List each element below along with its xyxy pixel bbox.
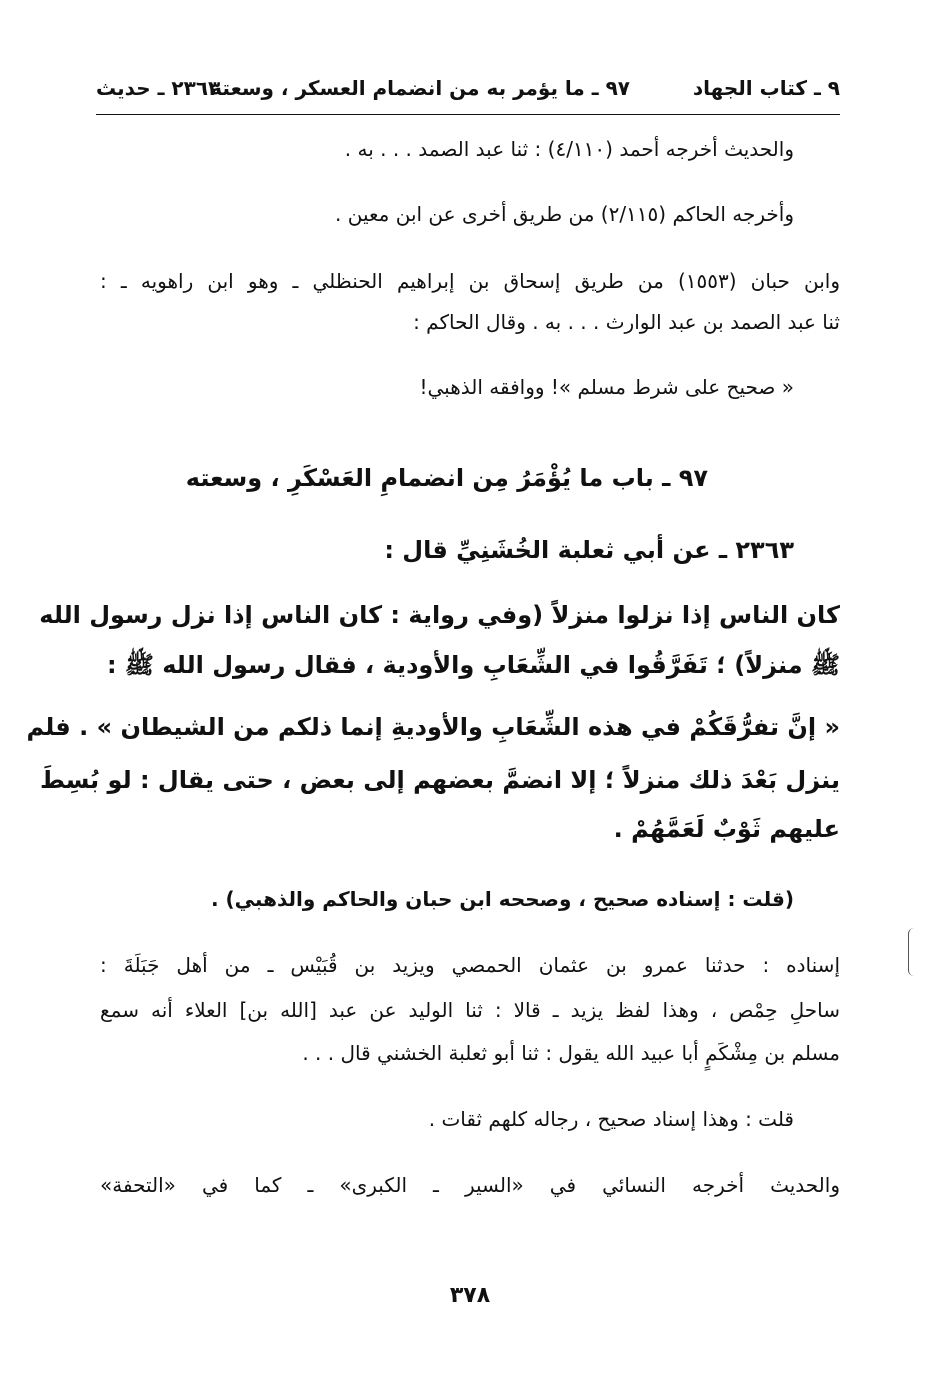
text-line: وابن حبان (١٥٥٣) من طريق إسحاق بن إبراهيم الحنظلي ـ وهو ابن راهويه ـ : [100,269,841,293]
hadith-heading: ٢٣٦٣ ـ عن أبي ثعلبة الخُشَنِيِّ قال : [384,536,794,564]
isnad-line: ساحلِ حِمْص ، وهذا لفظ يزيد ـ قالا : ثنا الوليد عن عبد [الله بن] العلاء أنه سمع [100,998,840,1022]
text-line: وأخرجه الحاكم (٢/١١٥) من طريق أخرى عن ابن معين . [335,202,794,226]
header-hadith-number: ٢٣٦٣ ـ حديث [96,76,221,100]
header-chapter-title: ٩٧ ـ ما يؤمر به من انضمام العسكر ، وسعته [210,76,630,100]
text-line: ثنا عبد الصمد بن عبد الوارث . . . به . وقال الحاكم : [413,310,840,334]
hadith-text-line: كان الناس إذا نزلوا منزلاً (وفي رواية : كان الناس إذا نزل رسول الله [39,601,840,629]
isnad-line: إسناده : حدثنا عمرو بن عثمان الحمصي ويزيد بن قُبَيْس ـ من أهل جَبَلَةَ : [100,953,840,977]
quote-line: « صحيح على شرط مسلم »! ووافقه الذهبي! [419,375,794,399]
running-header [96,68,840,115]
page-number: ٣٧٨ [449,1283,491,1308]
text-line: قلت : وهذا إسناد صحيح ، رجاله كلهم ثقات . [428,1107,794,1131]
hadith-text-line: ينزل بَعْدَ ذلك منزلاً ؛ إلا انضمَّ بعضهم إلى بعض ، حتى يقال : لو بُسِطَ [40,766,840,794]
margin-bracket [908,928,917,976]
text-line: والحديث أخرجه أحمد (٤/١١٠) : ثنا عبد الصمد . . . به . [344,137,794,161]
isnad-line: مسلم بن مِشْكَمٍ أبا عبيد الله يقول : ثنا أبو ثعلبة الخشني قال . . . [302,1041,840,1065]
hadith-text-line: ﷺ منزلاً) ؛ تَفَرَّقُوا في الشِّعَابِ والأودية ، فقال رسول الله ﷺ : [106,651,840,679]
grading-line: (قلت : إسناده صحيح ، وصححه ابن حبان والحاكم والذهبي) . [210,887,794,911]
hadith-text-line: عليهم ثَوْبٌ لَعَمَّهُمْ . [613,815,840,843]
header-book-title: ٩ ـ كتاب الجهاد [692,76,840,100]
chapter-heading: ٩٧ ـ باب ما يُؤْمَرُ مِن انضمامِ العَسْكَرِ ، وسعته [185,464,708,492]
text-line: والحديث أخرجه النسائي في «السير ـ الكبرى» ـ كما في «التحفة» [100,1173,840,1197]
hadith-text-line: « إنَّ تفرُّقَكُمْ في هذه الشِّعَابِ والأوديةِ إنما ذلكم من الشيطان » . فلم [26,713,840,741]
